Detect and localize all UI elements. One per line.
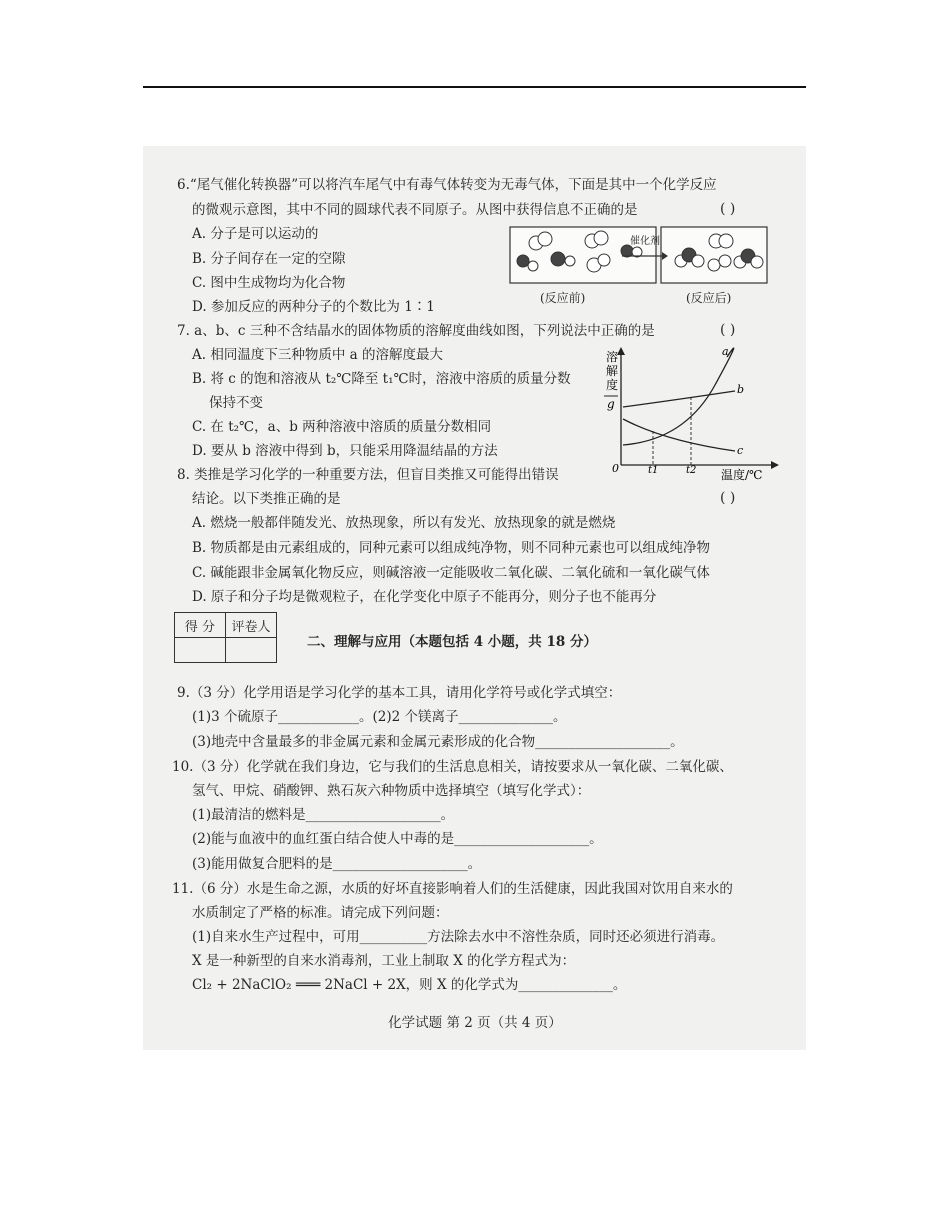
q8-option-a: A. 燃烧一般都伴随发光、放热现象，所以有发光、放热现象的就是燃烧 [192,515,616,531]
q11-line3: Cl₂ + 2NaClO₂ ═══ 2NaCl + 2X，则 X 的化学式为______________。 [192,977,627,993]
series-b-line [623,391,735,407]
q8-option-b: B. 物质都是由元素组成的，同种元素可以组成纯净物，则不同种元素也可以组成纯净物 [192,540,711,556]
x-tick-t1: t1 [648,465,659,476]
q7-option-b-line1: B. 将 c 的饱和溶液从 t₂℃降至 t₁℃时，溶液中溶质的质量分数 [192,371,571,387]
q9-line2: (3)地壳中含量最多的非金属元素和金属元素形成的化合物____________________。 [192,734,684,750]
q11-line2: X 是一种新型的自来水消毒剂，工业上制取 X 的化学方程式为： [192,953,576,969]
q6-option-a: A. 分子是可以运动的 [192,226,319,242]
series-b-label: b [737,383,745,396]
q10-line3: (3)能用做复合肥料的是____________________。 [192,856,482,872]
series-a-line [623,348,734,445]
series-c-label: c [737,444,744,457]
series-a-label: a [722,345,729,358]
page-footer: 化学试题 第 2 页（共 4 页） [388,1015,562,1031]
q6-answer-paren: ( ) [720,201,736,217]
x-axis-label: 温度/℃ [721,468,763,482]
q6-stem-line2: 的微观示意图，其中不同的圆球代表不同原子。从图中获得信息不正确的是 [192,202,638,218]
q8-option-c: C. 碱能跟非金属氧化物反应，则碱溶液一定能吸收二氧化碳、二氧化硫和一氧化碳气体 [192,565,710,581]
q11-stem-line1: 11.（6 分）水是生命之源，水质的好坏直接影响着人们的生活健康，因此我国对饮用自来水的 [172,881,733,897]
x-axis-arrow [771,461,779,469]
y-axis-label-2: 解 [606,364,619,378]
q6-stem-line1: 6.“尾气催化转换器”可以将汽车尾气中有毒气体转变为无毒气体，下面是其中一个化学反应 [177,177,717,193]
q7-option-c: C. 在 t₂℃，a、b 两种溶液中溶质的质量分数相同 [192,419,492,435]
x-tick-t2: t2 [686,465,697,476]
y-axis-arrow [617,347,625,355]
top-rule [143,86,806,88]
q6-option-d: D. 参加反应的两种分子的个数比为 1∶1 [192,299,435,315]
q7-option-d: D. 要从 b 溶液中得到 b，只能采用降温结晶的方法 [192,443,498,459]
catalyst-label: 催化剂 [630,236,660,247]
q8-stem-line1: 8. 类推是学习化学的一种重要方法，但盲目类推又可能得出错误 [177,467,559,483]
q8-stem-line2: 结论。以下类推正确的是 [192,491,341,507]
q10-stem-line1: 10.（3 分）化学就在我们身边，它与我们的生活息息相关，请按要求从一氧化碳、二氧化碳、 [172,759,733,775]
q10-line2: (2)能与血液中的血红蛋白结合使人中毒的是____________________。 [192,831,603,847]
y-axis-label-1: 溶 [606,350,619,364]
y-axis-label-3: 度 [606,378,619,392]
origin-label: 0 [612,462,619,475]
q10-line1: (1)最清洁的燃料是____________________。 [192,807,455,823]
q7-stem: 7. a、b、c 三种不含结晶水的固体物质的溶解度曲线如图，下列说法中正确的是 [177,323,655,339]
score-table [174,612,277,663]
q11-stem-line2: 水质制定了严格的标准。请完成下列问题： [192,905,449,921]
q8-option-d: D. 原子和分子均是微观粒子，在化学变化中原子不能再分，则分子也不能再分 [192,589,657,605]
q8-answer-paren: ( ) [720,490,736,506]
q7-option-b-line2: 保持不变 [209,395,263,411]
before-label: (反应前) [540,291,586,305]
after-label: (反应后) [686,291,732,305]
grader-header: 评卷人 [226,613,277,638]
series-c-line [623,419,735,451]
section2-title: 二、理解与应用（本题包括 4 小题，共 18 分） [307,634,597,650]
q9-stem: 9.（3 分）化学用语是学习化学的基本工具，请用化学符号或化学式填空： [177,685,622,701]
q9-line1: (1)3 个硫原子____________。(2)2 个镁离子______________。 [192,709,567,725]
q7-option-a: A. 相同温度下三种物质中 a 的溶解度最大 [192,347,443,363]
q6-option-c: C. 图中生成物均为化合物 [192,275,346,291]
q10-stem-line2: 氢气、甲烷、硝酸钾、熟石灰六种物质中选择填空（填写化学式）： [192,783,591,799]
grader-cell[interactable] [226,638,277,663]
q7-answer-paren: ( ) [720,322,736,338]
score-header: 得 分 [175,613,226,638]
score-cell[interactable] [175,638,226,663]
q11-line1: (1)自来水生产过程中，可用__________方法除去水中不溶性杂质，同时还必须进行消毒。 [192,929,725,945]
y-axis-label-unit: g [607,397,615,411]
q6-option-b: B. 分子间存在一定的空隙 [192,251,346,267]
solubility-chart [595,345,785,485]
